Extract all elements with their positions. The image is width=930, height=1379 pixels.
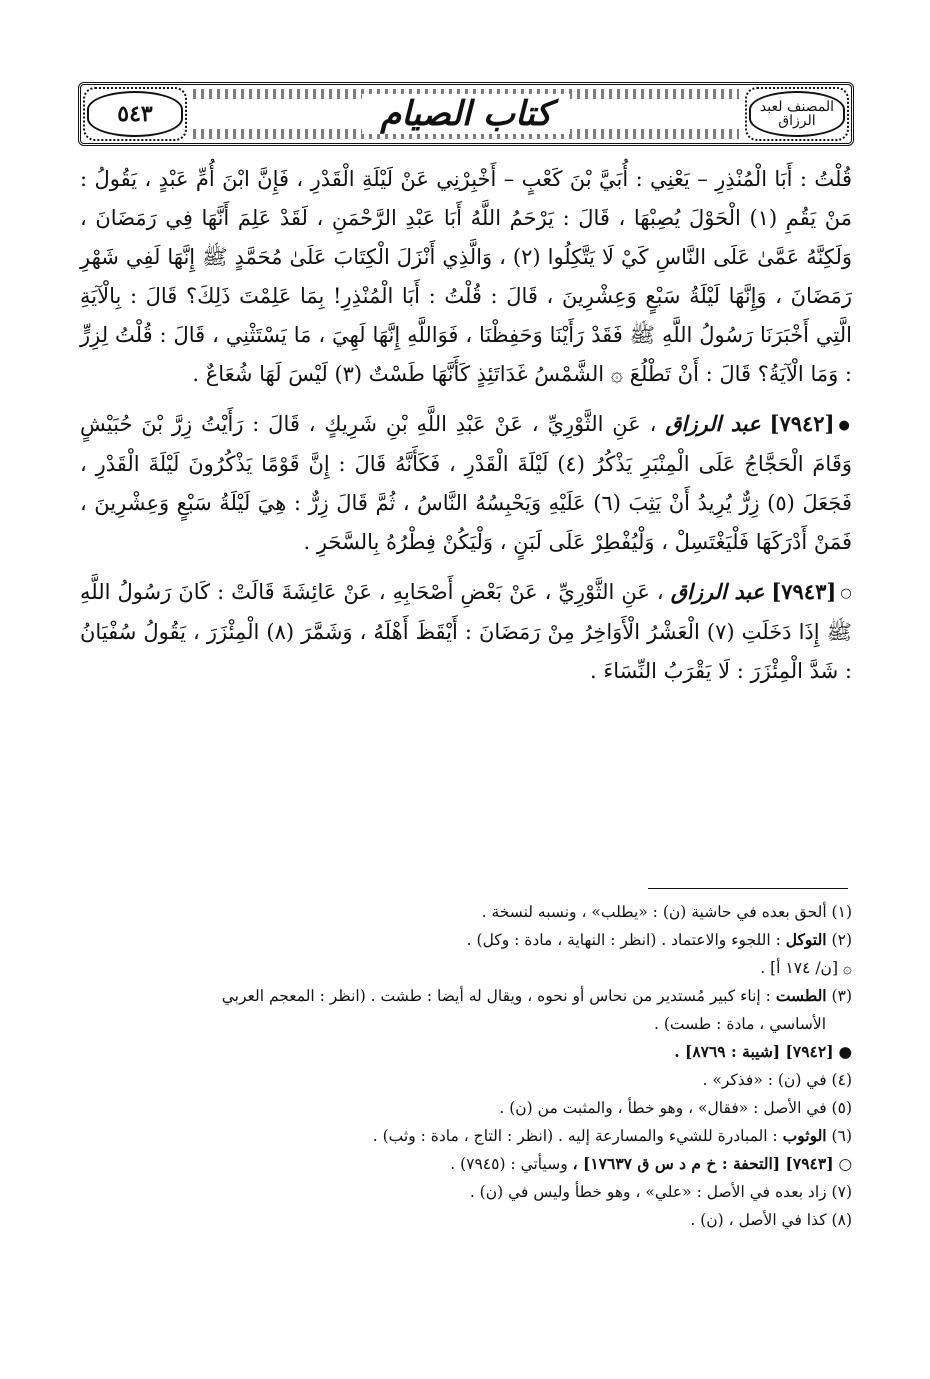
footnote-2 (80, 926, 852, 954)
source-ref-7942 (80, 1038, 852, 1066)
folio-note: ۞ [ن/ ١٧٤ أ] . (760, 959, 852, 977)
narrator-name: عبد الرزاق (670, 579, 765, 604)
footnotes (80, 898, 852, 1234)
footnote-number: (٣) (831, 987, 852, 1005)
page-number: ٥٤٣ (117, 101, 153, 127)
filled-dot-marker: ● (838, 1043, 852, 1061)
source-ref-7943 (80, 1150, 852, 1178)
hadith-number: [٧٩٤٣] (771, 579, 837, 604)
footnote-text: : اللجوء والاعتماد . (انظر : النهاية ، مادة : وكل) . (466, 931, 781, 949)
filled-dot-marker: ● (838, 418, 852, 433)
source-ref-text: [٧٩٤٢] [شيبة : ٨٧٦٩] . (674, 1042, 834, 1061)
footnote-4: (٤) في (ن) : «فذكر» . (702, 1071, 852, 1089)
footnote-number: (٢) (831, 931, 852, 949)
footnote-8: (٨) كذا في الأصل ، (ن) . (690, 1211, 852, 1229)
footnote-5: (٥) في الأصل : «فقال» ، وهو خطأ ، والمثبت من (ن) . (499, 1099, 852, 1117)
book-logo-text: المصنف لعبد الرزاق (759, 99, 835, 129)
page-header (78, 82, 854, 146)
footnote-term: الوثوب (782, 1126, 827, 1145)
hadith-text: ، عَنِ الثَّوْرِيِّ ، عَنْ بَعْضِ أَصْحَابِهِ ، عَنْ عَائِشَةَ قَالَتْ : كَانَ رَسُولُ اللَّهِ ﷺ إِذَا دَخَلَتِ (٧) الْعَشْرُ الْأَوَاخِرُ مِنْ رَمَضَانَ : أَيْقَظَ أَهْلَهُ ، وَشَمَّرَ (٨) الْمِئْزَرَ ، يَقُولُ سُفْيَانُ : شَدَّ الْمِئْزَرَ : لَا يَقْرَبُ النِّسَاءَ . (80, 580, 853, 683)
footnote-text: : إناء كبير مُستدير من نحاس أو نحوه ، ويقال له أيضا : طشت . (انظر : المعجم العربي (221, 987, 771, 1005)
paragraph-1: قُلْتُ : أَبَا الْمُنْذِرِ – يَعْنِي : أُبَيَّ بْنَ كَعْبٍ – أَخْبِرْنِي عَنْ لَيْلَةِ الْقَدْرِ ، فَإِنَّ ابْنَ أُمِّ عَبْدٍ ، يَقُولُ : مَنْ يَقُمِ (١) الْحَوْلَ يُصِبْهَا ، قَالَ : يَرْحَمُ اللَّهُ أَبَا عَبْدِ الرَّحْمَنِ ، لَقَدْ عَلِمَ أَنَّهَا فِي رَمَضَانَ ، وَلَكِنَّهُ عَمَّىٰ عَلَى النَّاسِ كَيْ لَا يَتَّكِلُوا (٢) ، وَالَّذِي أَنْزَلَ الْكِتَابَ عَلَىٰ مُحَمَّدٍ ﷺ إِنَّهَا لَفِي شَهْرِ رَمَضَانَ ، وَإِنَّهَا لَيْلَةُ سَبْعٍ وَعِشْرِينَ ، قَالَ : قُلْتُ : أَبَا الْمُنْذِرِ! بِمَا عَلِمْتَ ذَلِكَ؟ قَالَ : بِالْآيَةِ الَّتِي أَخْبَرَنَا رَسُولُ اللَّهِ ﷺ فَقَدْ رَأَيْنَا وَحَفِظْنَا ، فَوَاللَّهِ إِنَّهَا لَهِيَ ، مَا يَسْتَثْنِي ، قَالَ : قُلْتُ لِزِرٍّ : وَمَا الْآيَةُ؟ قَالَ : أَنْ تَطْلُعَ ۞ الشَّمْسُ غَدَاتَئِذٍ كَأَنَّهَا طَسْتٌ (٣) لَيْسَ لَهَا شُعَاعٌ . (80, 167, 853, 386)
narrator-name: عبد الرزاق (665, 411, 761, 436)
page-number-frame (87, 91, 183, 137)
hadith-number: [٧٩٤٢] (769, 411, 835, 436)
footnote-text: : المبادرة للشيء والمسارعة إليه . (انظر : التاج ، مادة : وثب) . (372, 1127, 778, 1145)
footnote-7: (٧) زاد بعده في الأصل : «علي» ، وهو خطأ وليس في (ن) . (469, 1183, 852, 1201)
main-text (80, 160, 852, 701)
paragraph-7943 (80, 572, 852, 691)
paragraph-7942 (80, 404, 852, 562)
footnote-divider (648, 888, 848, 889)
footnote-term: الطست (775, 986, 827, 1005)
source-ref-text: [٧٩٤٣] [التحفة : خ م د س ق ١٧٦٣٧] ، (572, 1154, 834, 1173)
footnote-3 (80, 982, 852, 1010)
footnote-term: التوكل (785, 930, 827, 949)
hollow-dot-marker: ○ (838, 1155, 852, 1173)
book-logo (749, 91, 845, 137)
hollow-dot-marker: ○ (840, 586, 852, 601)
hadith-text: ، عَنِ الثَّوْرِيِّ ، عَنْ عَبْدِ اللَّهِ بْنِ شَرِيكٍ ، قَالَ : رَأَيْتُ زِرَّ بْنَ حُبَيْشٍ وَقَامَ الْحَجَّاجُ عَلَى الْمِنْبَرِ يَذْكُرُ (٤) لَيْلَةَ الْقَدْرِ ، فَكَأَنَّهُ قَالَ : إِنَّ قَوْمًا يَذْكُرُونَ لَيْلَةَ الْقَدْرِ ، فَجَعَلَ (٥) زِرٌّ يُرِيدُ أَنْ يَثِبَ (٦) عَلَيْهِ وَيَحْبِسُهُ النَّاسُ ، ثُمَّ قَالَ زِرٌّ : هِيَ لَيْلَةُ سَبْعٍ وَعِشْرِينَ ، فَمَنْ أَدْرَكَهَا فَلْيَغْتَسِلْ ، وَلْيُفْطِرْ عَلَى لَبَنٍ ، وَلْيَكُنْ فِطْرُهُ بِالسَّحَرِ . (80, 412, 853, 554)
chapter-title: كتاب الصيام (362, 94, 570, 134)
footnote-1: (١) ألحق بعده في حاشية (ن) : «يطلب» ، ونسبه لنسخة . (481, 903, 852, 921)
footnote-3-continued: الأساسي ، مادة : طست) . (653, 1015, 826, 1033)
footnote-number: (٦) (831, 1127, 852, 1145)
footnote-6 (80, 1122, 852, 1150)
source-ref-followup: وسيأتي : (٧٩٤٥) . (450, 1155, 568, 1173)
